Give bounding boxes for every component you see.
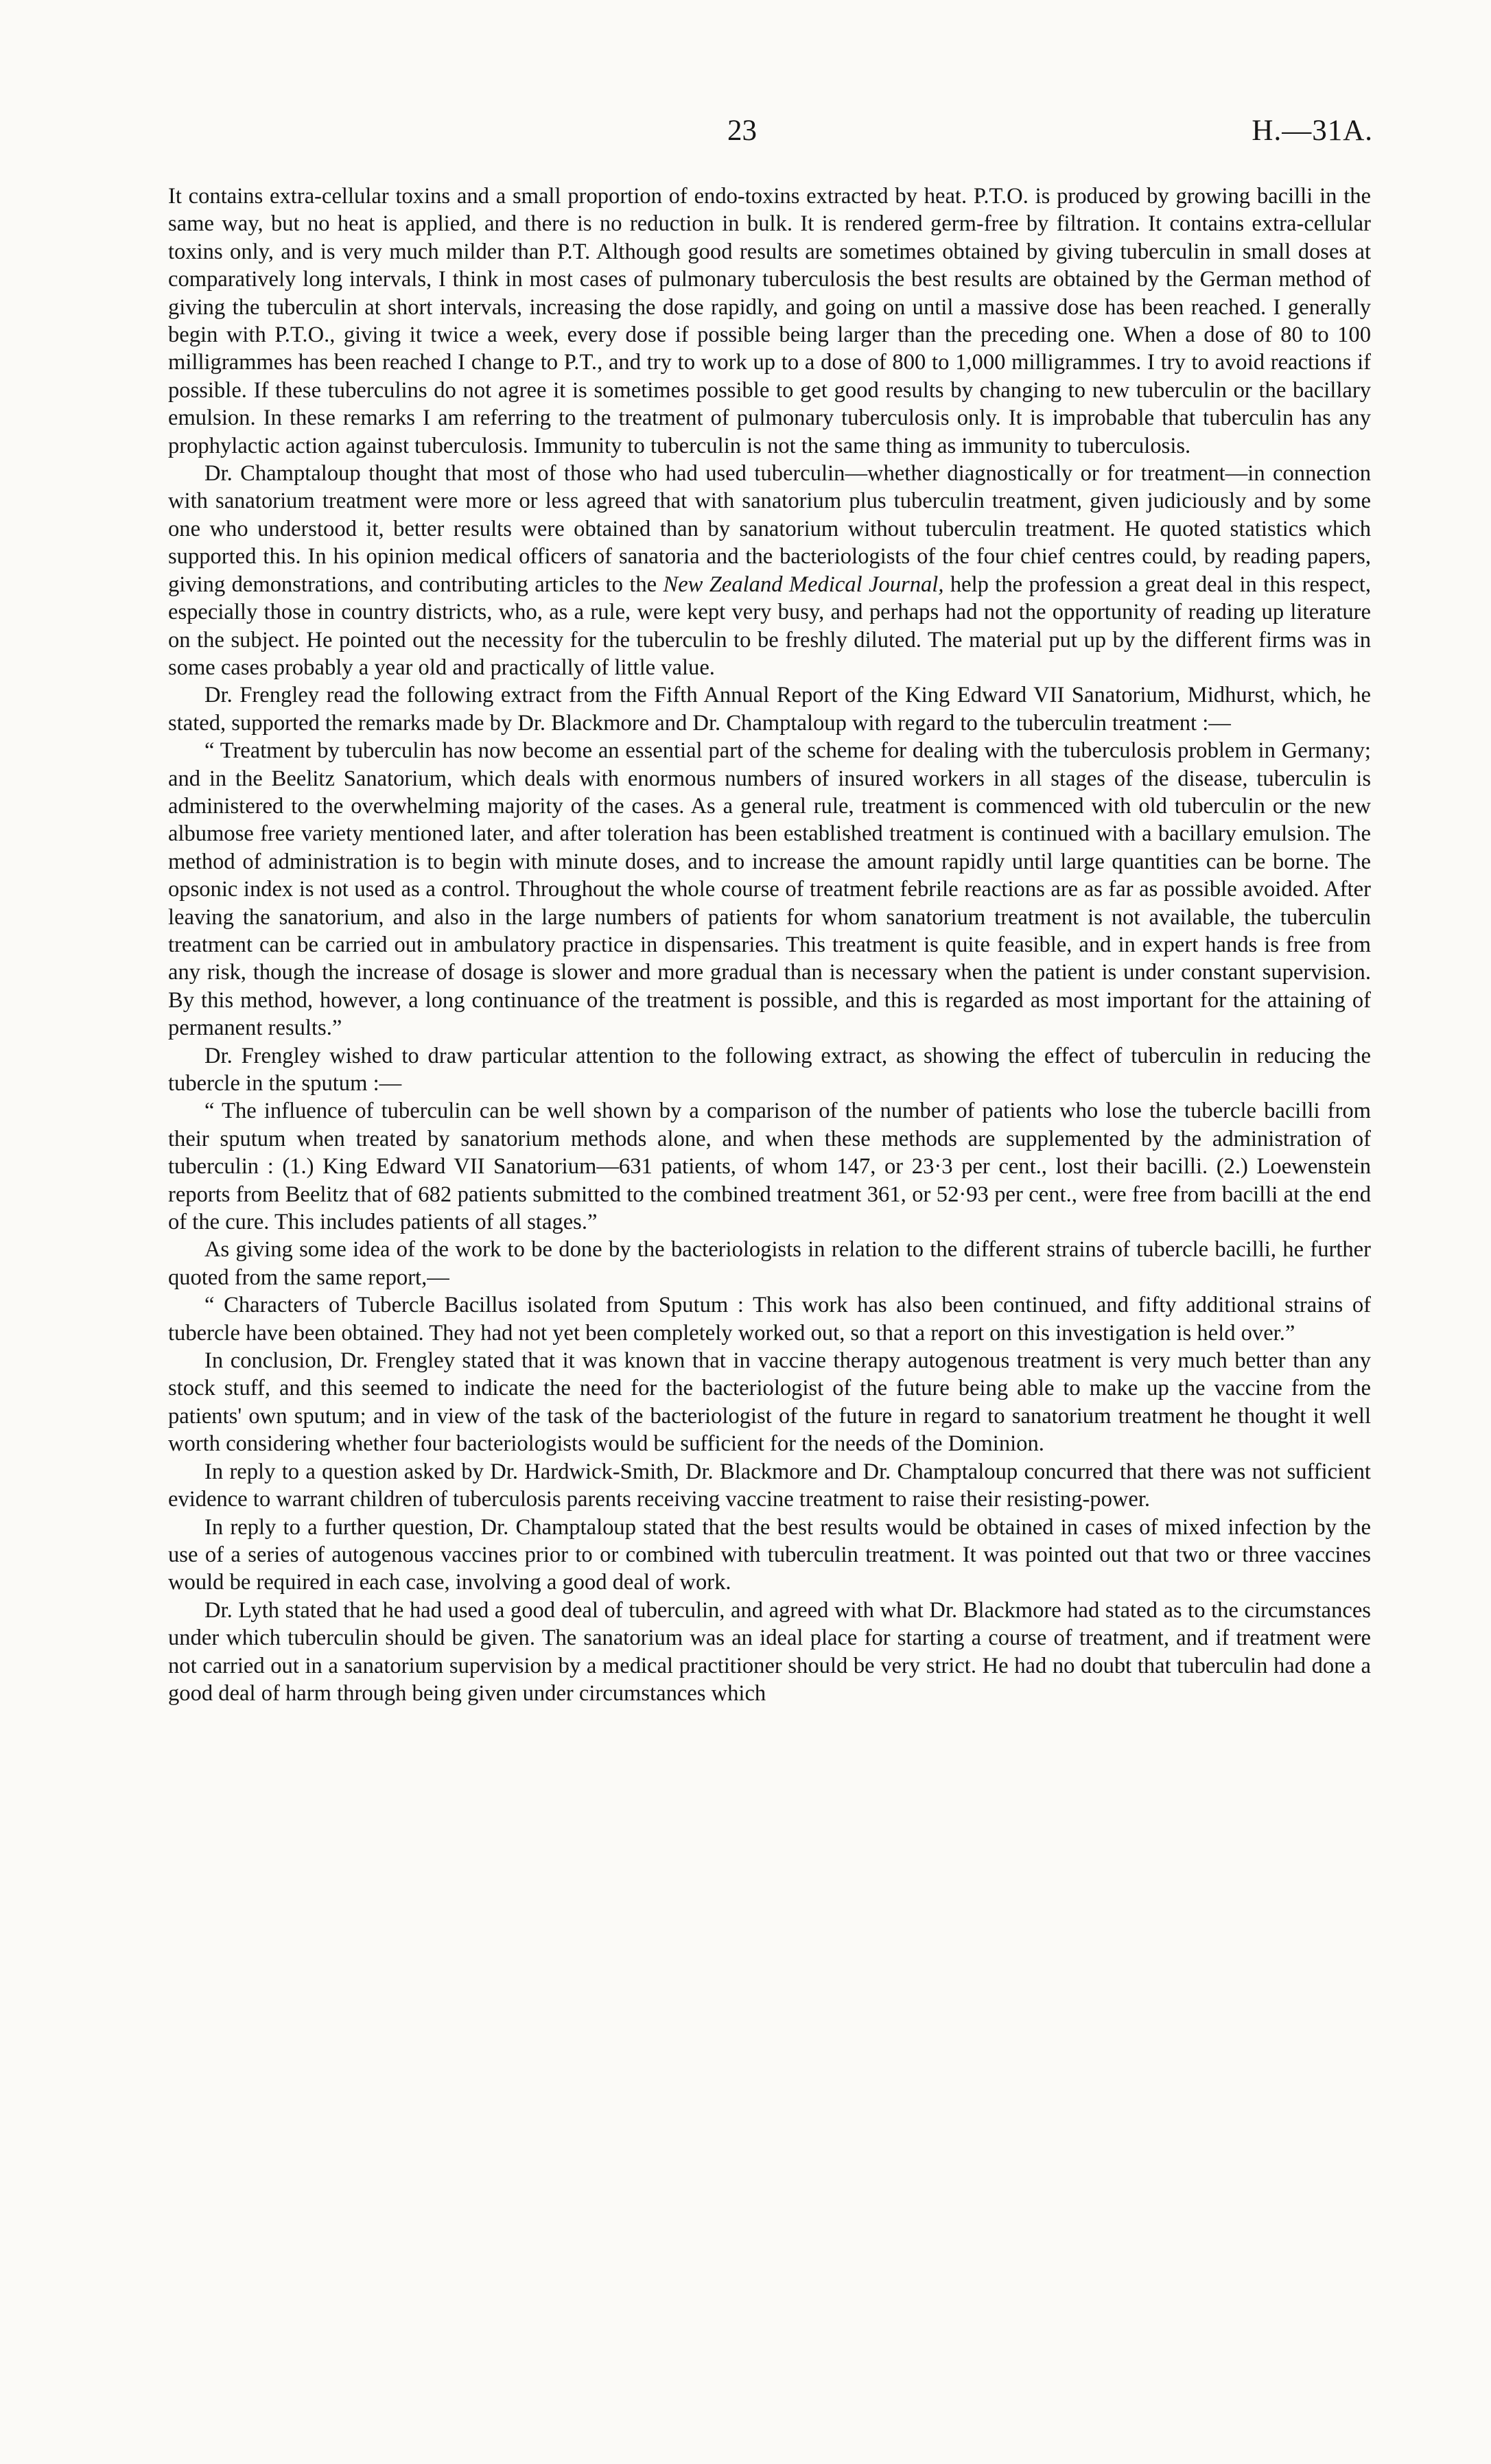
paragraph-lyth: Dr. Lyth stated that he had used a good deal of tuberculin, and agreed with what Dr. Blackmore had stated as to the circumstances under which tuberculin should be given. The sanatorium was an ideal place for starting a course of treatment, and if treatment were not carried out in a sanatorium supervision by a medical practitioner should be very strict. He had no doubt that tuberculin had done a good deal of harm through being given under circumstances which (168, 1597, 1371, 1706)
quotation-influence: “ The influence of tuberculin can be well shown by a comparison of the number of patients who lose the tubercle bacilli from their sputum when treated by sanatorium methods alone, and when these methods are supplemented by the administration of tuberculin : (1.) King Edward VII Sanatorium—631 patients, of whom 147, or 23·3 per cent., lost their bacilli. (2.) Loewenstein reports from Beelitz that of 682 patients submitted to the combined treatment 361, or 52·93 per cent., were free from bacilli at the end of the cure. This includes patients of all stages.” (168, 1099, 1371, 1235)
paragraph-conclusion: In conclusion, Dr. Frengley stated that it was known that in vaccine therapy autogenous treatment is very much better than any stock stuff, and this seemed to indicate the need for the bacteriologist of the future being able to make up the vaccine from the patients' own sputum; and in view of the task of the bacteriologist of the future in regard to sanatorium treatment he thought it well worth considering whether four bacteriologists would be sufficient for the needs of the Dominion. (168, 1348, 1371, 1457)
quotation-characters: “ Characters of Tubercle Bacillus isolated from Sputum : This work has also been continued, and fifty additional strains of tubercle have been obtained. They had not yet been completely worked out, so that a report on this investigation is held over.” (168, 1293, 1371, 1346)
paragraph-text: help the profession a great deal in this respect, especially those in country districts, who, as a rule, were kept very busy, and perhaps had not the opportunity of reading up literature on the subject. He pointed out the necessity for the tuberculin to be freshly diluted. The material put up by the different firms was in some cases probably a year old and practically of little value. (168, 572, 1371, 680)
journal-title: New Zealand Medical Journal, (663, 572, 944, 597)
paragraph-hardwick-smith: In reply to a question asked by Dr. Hardwick-Smith, Dr. Blackmore and Dr. Champtaloup concurred that there was not sufficient evidence to warrant children of tuberculosis parents receiving vaccine treatment to raise their resisting-power. (168, 1459, 1371, 1512)
page-header (0, 114, 1491, 155)
paragraph-continuation: It contains extra-cellular toxins and a small proportion of endo-toxins extracted by heat. P.T.O. is produced by growing bacilli in the same way, but no heat is applied, and there is no reduction in bulk. It is rendered germ-free by filtration. It contains extra-cellular toxins only, and is very much milder than P.T. Although good results are sometimes obtained by giving tuberculin in small doses at comparatively long intervals, I think in most cases of pulmonary tuberculosis the best results are obtained by the German method of giving the tuberculin at short intervals, increasing the dose rapidly, and going on until a massive dose has been reached. I generally begin with P.T.O., giving it twice a week, every dose if possible being larger than the preceding one. When a dose of 80 to 100 milligrammes has been reached I change to P.T., and try to work up to a dose of 800 to 1,000 milligrammes. I try to avoid reactions if possible. If these tuberculins do not agree it is sometimes possible to get good results by changing to new tuberculin or the bacillary emulsion. In these remarks I am referring to the treatment of pulmonary tuberculosis only. It is improbable that tuberculin has any prophylactic action against tuberculosis. Immunity to tuberculin is not the same thing as immunity to tuberculosis. (168, 184, 1371, 458)
paragraph-strains: As giving some idea of the work to be done by the bacteriologists in relation to the different strains of tubercle bacilli, he further quoted from the same report,— (168, 1237, 1371, 1290)
page-number: 23 (727, 115, 757, 147)
paragraph-frengley-sputum: Dr. Frengley wished to draw particular attention to the following extract, as showing the effect of tuberculin in reducing the tubercle in the sputum :— (168, 1043, 1371, 1096)
document-reference: H.—31A. (1252, 115, 1373, 147)
quotation-treatment: “ Treatment by tuberculin has now become an essential part of the scheme for dealing with the tuberculosis problem in Germany; and in the Beelitz Sanatorium, which deals with enormous numbers of insured workers in all stages of the disease, tuberculin is administered to the overwhelming majority of the cases. As a general rule, treatment is commenced with old tuberculin or the new albumose free variety mentioned later, and after toleration has been established treatment is continued with a bacillary emulsion. The method of administration is to begin with minute doses, and to increase the amount rapidly until large quantities can be borne. The opsonic index is not used as a control. Throughout the whole course of treatment febrile reactions are as far as possible avoided. After leaving the sanatorium, and also in the large numbers of patients for whom sanatorium treatment is not available, the tuberculin treatment can be carried out in ambulatory practice in dispensaries. This treatment is quite feasible, and in expert hands is free from any risk, though the increase of dosage is slower and more gradual than is necessary when the patient is under constant supervision. By this method, however, a long continuance of the treatment is possible, and this is regarded as most important for the attaining of permanent results.” (168, 738, 1371, 1041)
paragraph-frengley-extract-intro: Dr. Frengley read the following extract from the Fifth Annual Report of the King Edward VII Sanatorium, Midhurst, which, he stated, supported the remarks made by Dr. Blackmore and Dr. Champtaloup with regard to the tuberculin treatment :— (168, 683, 1371, 736)
paragraph-champtaloup (168, 460, 1371, 681)
paragraph-further-question: In reply to a further question, Dr. Champtaloup stated that the best results would be obtained in cases of mixed infection by the use of a series of autogenous vaccines prior to or combined with tuberculin treatment. It was pointed out that two or three vaccines would be required in each case, involving a good deal of work. (168, 1514, 1371, 1595)
body-text (168, 183, 1371, 1707)
paragraph-text: Dr. Champtaloup thought that most of those who had used tuberculin—whether diagnostically or for treatment—in connection with sanatorium treatment were more or less agreed that with sanatorium plus tuberculin treatment, given judiciously and by some one who understood it, better results were obtained than by sanatorium without tuberculin treatment. He quoted statistics which supported this. In his opinion medical officers of sanatoria and the bacteriologists of the four chief centres could, by reading papers, giving demonstrations, and contributing articles to the (168, 461, 1371, 597)
